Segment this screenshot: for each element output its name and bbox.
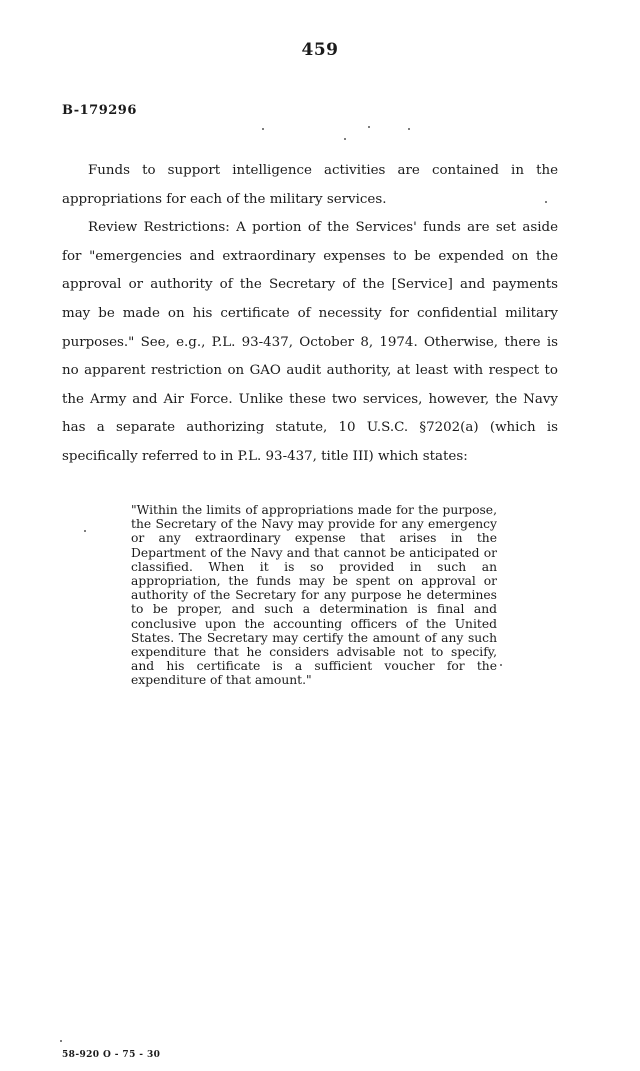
scan-speck xyxy=(500,664,502,666)
scan-speck xyxy=(344,138,346,140)
scan-speck xyxy=(545,201,547,203)
scan-speck xyxy=(408,128,410,130)
body-text xyxy=(62,157,558,472)
paragraph-funding: Funds to support intelligence activities are contained in the appropriations for each of the military services. xyxy=(62,163,558,207)
statute-quote: "Within the limits of appropriations made for the purpose, the Secretary of the Navy may provide for any emergency or any extraordinary expense that arises in the Department of the Navy and that cannot be anticipated or classified. When it is so provided in such an appropriation, the funds may be spent on approval or authority of the Secretary for any purpose he determines to be proper, and such a determination is final and conclusive upon the accounting officers of the United States. The Secretary may certify the amount of any such expenditure that he considers advisable not to specify, and his certificate is a sufficient voucher for the expenditure of that amount." xyxy=(131,503,497,688)
page-number: 459 xyxy=(301,40,339,60)
scan-speck xyxy=(84,530,86,532)
scan-speck xyxy=(262,128,264,130)
file-number: B-179296 xyxy=(62,103,137,118)
scan-speck xyxy=(60,1040,62,1042)
footer-print-code: 58-920 O - 75 - 30 xyxy=(62,1050,161,1060)
scan-speck xyxy=(368,126,370,128)
paragraph-review-restrictions: Review Restrictions: A portion of the Services' funds are set aside for "emergencies and extraordinary expenses to be expended on the approval or authority of the Secretary of the [Service] and payments may be made on his certificate of necessity for confidential military purposes." See, e.g., P.L. 93-437, October 8, 1974. Otherwise, there is no apparent restriction on GAO audit authority, at least with respect to the Army and Air Force. Unlike these two services, however, the Navy has a separate authorizing statute, 10 U.S.C. §7202(a) (which is specifically referred to in P.L. 93-437, title III) which states: xyxy=(62,220,558,464)
